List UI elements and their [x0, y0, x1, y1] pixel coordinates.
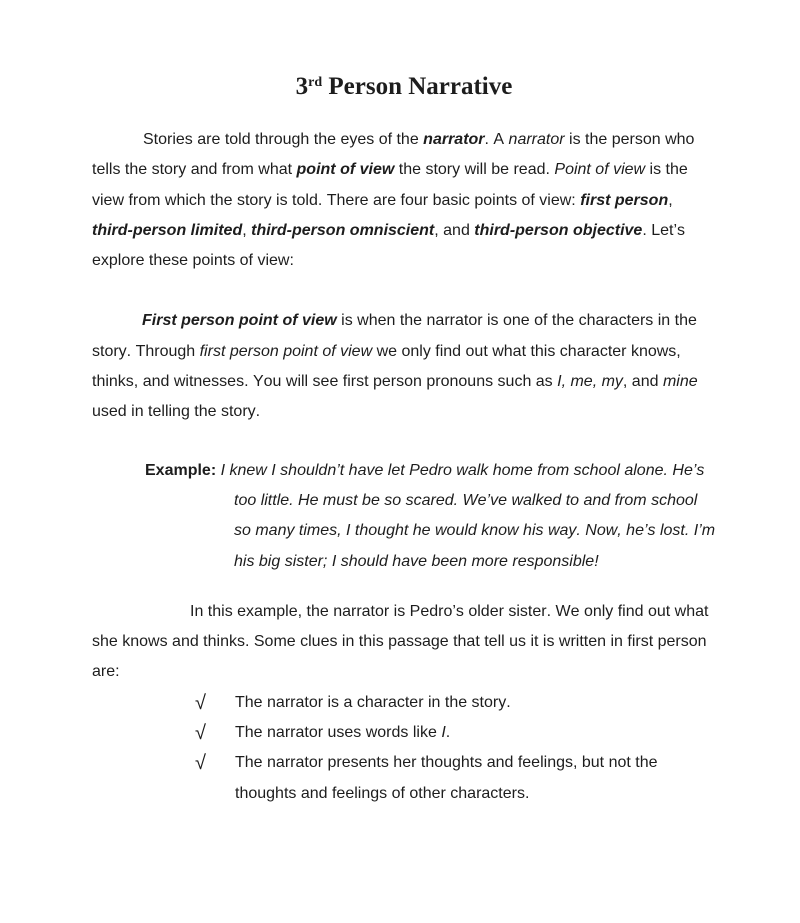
- checklist-item: [195, 688, 716, 718]
- checklist-item-text: The narrator is a character in the story.: [235, 693, 511, 711]
- title-text: Person Narrative: [322, 73, 513, 100]
- checkmark-icon: √: [195, 722, 206, 745]
- title-number: 3: [295, 73, 309, 100]
- checklist-item-text: The narrator uses words like I.: [235, 724, 451, 742]
- paragraph-first-person: First person point of view is when the narrator is one of the characters in the story. Through first person point of view we only find out what this character knows, thinks, and witnesses. You will see first person pronouns such as I, me, my, and mine used in telling the story.: [92, 312, 698, 421]
- title-ordinal-suffix: rd: [308, 75, 323, 90]
- checkmark-icon: √: [195, 752, 206, 775]
- paragraph-example: Example: I knew I shouldn’t have let Pedro walk home from school alone. He’s too little. He must be so scared. We’ve walked to and from school so many times, I thought he would know his way. Now, he’s lost. I’m his big sister; I should have been more responsible!: [145, 461, 716, 570]
- checklist-item: [195, 748, 716, 809]
- document-title: [92, 73, 716, 100]
- checkmark-icon: √: [195, 691, 206, 714]
- document-page: [92, 0, 716, 809]
- paragraph-intro: Stories are told through the eyes of the narrator. A narrator is the person who tells the story and from what point of view the story will be read. Point of view is the view from which the story is told. There are four basic points of view: first person, third-person limited, third-person omniscient, and third-person objective. Let’s explore these points of view:: [92, 131, 695, 270]
- paragraph-analysis: In this example, the narrator is Pedro’s older sister. We only find out what she knows and thinks. Some clues in this passage that tell us it is written in first person are:: [92, 602, 709, 681]
- checklist-item: [195, 718, 716, 748]
- checklist: [195, 688, 716, 809]
- checklist-item-text: The narrator presents her thoughts and feelings, but not the thoughts and feelings of other characters.: [235, 754, 658, 802]
